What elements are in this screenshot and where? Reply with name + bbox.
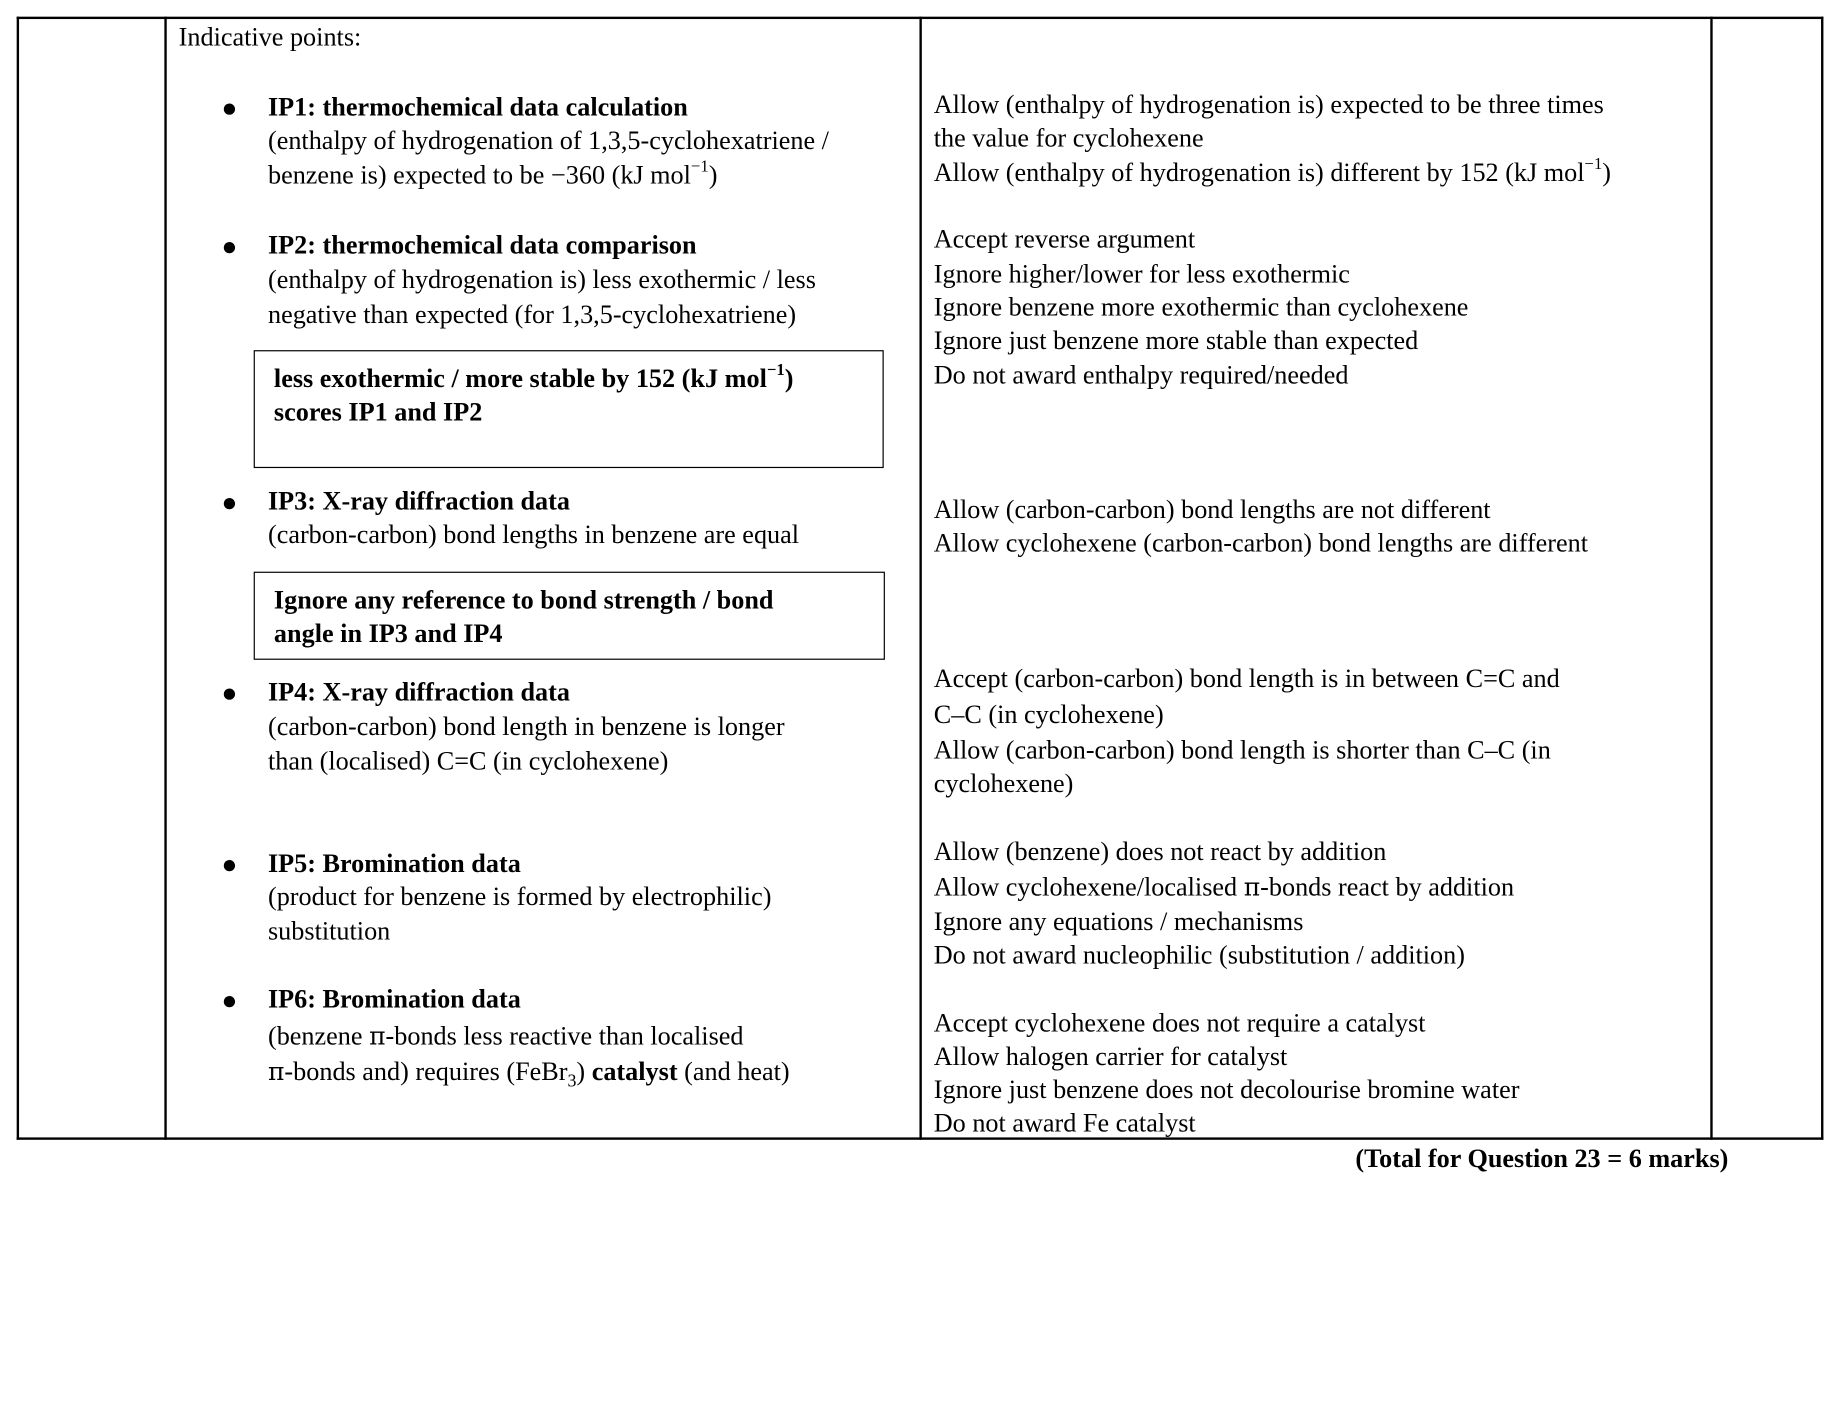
indicative-points-heading: Indicative points:: [178, 21, 362, 52]
ip5-line2: substitution: [267, 915, 391, 946]
pi-symbol: π: [1243, 873, 1261, 902]
guidance-line: Ignore just benzene does not decolourise bromine water: [933, 1074, 1520, 1105]
ip2-line1: (enthalpy of hydrogenation is) less exothermic / less: [267, 264, 816, 295]
guidance-line: Accept (carbon-carbon) bond length is in between C=C and: [933, 663, 1560, 694]
guidance-line: Allow cyclohexene/localised π-bonds react by addition: [933, 871, 1515, 902]
guidance-line: Allow (carbon-carbon) bond lengths are not different: [933, 494, 1491, 525]
ip5-line1: (product for benzene is formed by electrophilic): [267, 881, 772, 912]
ip5-title: IP5: Bromination data: [267, 847, 521, 878]
ip2-title: IP2: thermochemical data comparison: [267, 229, 697, 260]
guidance-line: the value for cyclohexene: [933, 122, 1204, 153]
guidance-line: Allow (carbon-carbon) bond length is shorter than C–C (in: [933, 734, 1551, 765]
table-left-border: [17, 17, 19, 1140]
box2-line2: angle in IP3 and IP4: [273, 618, 503, 648]
guidance-line: Do not award Fe catalyst: [933, 1107, 1196, 1138]
guidance-line: cyclohexene): [933, 768, 1074, 798]
ip6-line2: π-bonds and) requires (FeBr$_3$) catalyst (and heat): [267, 1056, 790, 1092]
bullet-icon: ●: [221, 487, 238, 517]
guidance-line: Ignore any equations / mechanisms: [933, 906, 1304, 937]
ip1-line1: (enthalpy of hydrogenation of 1,3,5-cyclohexatriene /: [267, 125, 829, 155]
guidance-line: Ignore benzene more exothermic than cyclohexene: [933, 291, 1469, 322]
ip4-title: IP4: X-ray diffraction data: [267, 676, 570, 707]
question-total: (Total for Question 23 = 6 marks): [1355, 1143, 1729, 1174]
guidance-line: Allow (benzene) does not react by addition: [933, 836, 1387, 866]
guidance-line: Accept cyclohexene does not require a catalyst: [933, 1007, 1426, 1038]
column-divider-2: [919, 17, 921, 1140]
guidance-line: Do not award enthalpy required/needed: [933, 359, 1349, 390]
guidance-line: Do not award nucleophilic (substitution / addition): [933, 939, 1465, 970]
pi-symbol: π: [369, 1021, 386, 1051]
guidance-line: Allow (enthalpy of hydrogenation is) expected to be three times: [933, 89, 1604, 120]
ip3-line1: (carbon-carbon) bond lengths in benzene are equal: [267, 519, 800, 550]
bullet-icon: ●: [221, 231, 238, 261]
guidance-line: Ignore just benzene more stable than expected: [933, 325, 1419, 355]
pi-symbol: π: [267, 1057, 285, 1087]
guidance-line: Allow cyclohexene (carbon-carbon) bond lengths are different: [933, 527, 1589, 558]
bullet-icon: ●: [221, 984, 238, 1015]
guidance-line: Allow (enthalpy of hydrogenation is) different by 152 (kJ mol$^{-1}$): [933, 155, 1612, 187]
guidance-line: C–C (in cyclohexene): [933, 699, 1164, 729]
ip6-line1: (benzene π-bonds less reactive than localised: [267, 1020, 744, 1051]
bullet-icon: ●: [221, 92, 238, 123]
ip1-line2: benzene is) expected to be −360 (kJ mol$^{-1}$): [267, 158, 718, 190]
table-right-border: [1821, 17, 1823, 1140]
guidance-line: Ignore higher/lower for less exothermic: [933, 258, 1350, 289]
box2-line1: Ignore any reference to bond strength / bond: [273, 584, 774, 615]
ip6-title: IP6: Bromination data: [267, 983, 521, 1014]
box1-line1: less exothermic / more stable by 152 (kJ mol$^{-1}$): [273, 361, 794, 394]
ip2-line2: negative than expected (for 1,3,5-cyclohexatriene): [267, 298, 797, 329]
ip1-title: IP1: thermochemical data calculation: [267, 91, 688, 122]
column-divider-3: [1710, 17, 1712, 1140]
ip4-line1: (carbon-carbon) bond length in benzene is longer: [267, 711, 785, 741]
bullet-icon: ●: [221, 849, 238, 879]
guidance-line: Allow halogen carrier for catalyst: [933, 1040, 1288, 1071]
guidance-line: Accept reverse argument: [933, 223, 1196, 254]
column-divider-1: [164, 17, 166, 1140]
ip4-line2: than (localised) C=C (in cyclohexene): [267, 745, 669, 776]
bullet-icon: ●: [221, 677, 238, 708]
box1-line2: scores IP1 and IP2: [273, 396, 483, 427]
ip3-title: IP3: X-ray diffraction data: [267, 485, 570, 516]
